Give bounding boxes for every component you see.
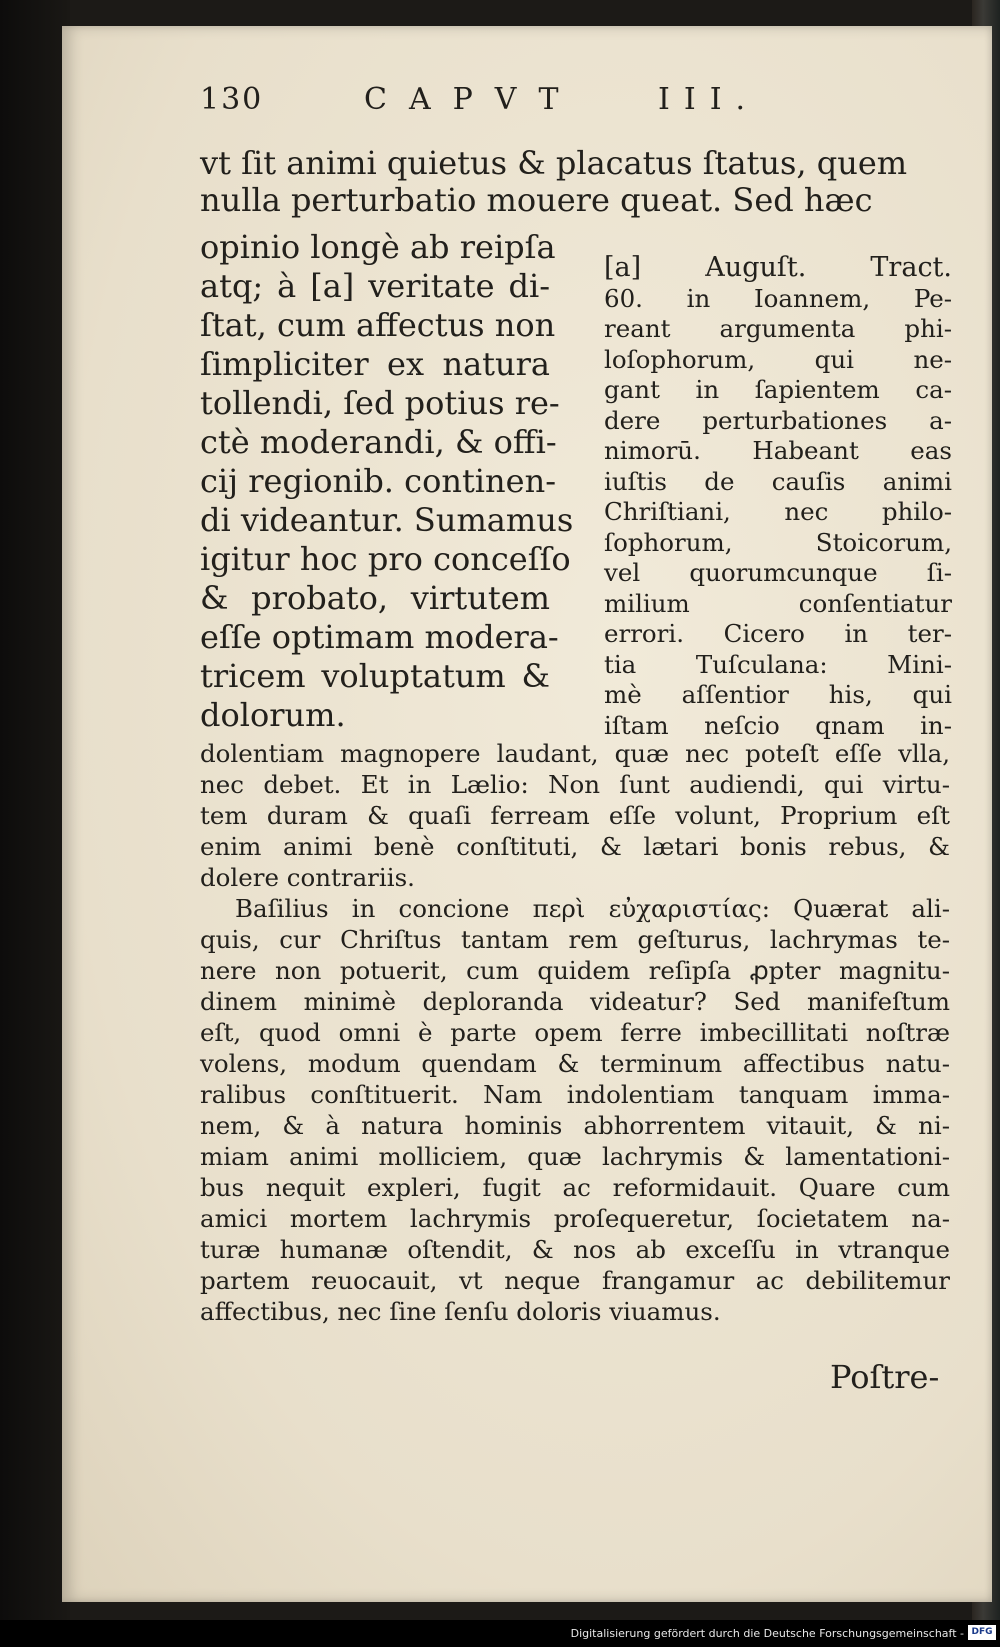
book-left-edge [0,0,70,1620]
catchword: Poſtre- [830,1358,940,1396]
chapter-number: III. [658,82,760,117]
body-line: tem duram & quaſi ferream eſſe volunt, Proprium eſt [200,801,950,830]
body-line: dinem minimè deploranda videatur? Sed manifeſtum [200,987,950,1016]
body-line: amici mortem lachrymis proſequeretur, ſocietatem na- [200,1204,950,1233]
body-line: enim animi benè conſtituti, & lætari bonis rebus, & [200,832,950,861]
main-line: ſimpliciter ex natura [200,345,550,383]
note-line: ſophorum, Stoicorum, [604,527,952,557]
note-line: loſophorum, qui ne- [604,344,952,374]
page-number: 130 [200,82,264,117]
main-line: dolorum. [200,696,346,734]
main-line: cij regionib. continen- [200,462,556,500]
note-line: iſtam neſcio qnam in- [604,710,952,740]
main-line: ctè moderandi, & offi- [200,423,557,461]
body-line: partem reuocauit, vt neque frangamur ac debilitemur [200,1266,950,1295]
body-line: affectibus, nec ſine ſenſu doloris viuamus. [200,1297,721,1326]
chapter-label: CAPVT [364,82,581,117]
body-line: nere non potuerit, cum quidem reſipſa ꝓpter magnitu- [200,956,950,985]
note-line: dere perturbationes a- [604,405,952,435]
note-line: gant in ſapientem ca- [604,375,952,404]
footer-credit: Digitalisierung gefördert durch die Deutsche Forschungsgemeinschaft - [570,1627,964,1640]
running-header [200,82,820,126]
marginal-note [604,253,952,741]
main-line: di videantur. Sumamus [200,501,574,539]
note-line: iuſtis de cauſis animi [604,466,952,496]
note-line: vel quorumcunque ſi- [604,558,952,587]
note-line: Chriſtiani, nec philo- [604,497,952,526]
main-line: igitur hoc pro conceſſo [200,540,571,578]
body-line: quis, cur Chriſtus tantam rem geſturus, lachrymas te- [200,925,950,954]
main-line: eſſe optimam modera- [200,618,559,656]
note-line: milium conſentiatur [604,588,952,618]
main-line: atq; à [a] veritate di- [200,267,550,305]
main-line: opinio longè ab reipſa [200,228,556,266]
body-line: volens, modum quendam & terminum affectibus natu- [200,1049,950,1078]
note-line: nimorū. Habeant eas [604,436,952,465]
body-line: Baſilius in concione περὶ εὐχαριστίας: Quærat ali- [235,894,950,923]
body-line: nem, & à natura hominis abhorrentem vitauit, & ni- [200,1111,950,1140]
body-line: ralibus conſtituerit. Nam indolentiam tanquam imma- [200,1080,950,1109]
body-line: turæ humanæ oſtendit, & nos ab exceſſu in vtranque [200,1235,950,1264]
body-line: miam animi molliciem, quæ lachrymis & lamentationi- [200,1142,950,1171]
body-line: dolere contrariis. [200,863,415,892]
note-line: [a] Auguſt. Tract. [604,252,952,283]
body-line: dolentiam magnopere laudant, quæ nec poteſt eſſe vlla, [200,739,950,768]
body-line: nec debet. Et in Lælio: Non ſunt audiendi, qui virtu- [200,770,950,799]
note-line: 60. in Ioannem, Pe- [604,283,952,313]
note-line: errori. Cicero in ter- [604,619,952,648]
note-line: reant argumenta phi- [604,314,952,343]
opening-line: vt ſit animi quietus & placatus ſtatus, quem [200,144,908,182]
body-line: eſt, quod omni è parte opem ferre imbecillitati noſtræ [200,1018,950,1047]
note-line: tia Tuſculana: Mini- [604,649,952,679]
main-line: tollendi, ſed potius re- [200,384,560,422]
body-line: bus nequit expleri, fugit ac reformidauit. Quare cum [200,1173,950,1202]
main-line: & probato, virtutem [200,579,550,617]
opening-line: nulla perturbatio mouere queat. Sed hæc [200,181,873,219]
body-text [200,738,950,1327]
note-line: mè aſſentior his, qui [604,680,952,709]
main-line: tricem voluptatum & [200,657,550,695]
main-line: ſtat, cum affectus non [200,306,556,344]
dfg-logo: DFG [968,1625,996,1640]
main-text-column [200,228,574,735]
